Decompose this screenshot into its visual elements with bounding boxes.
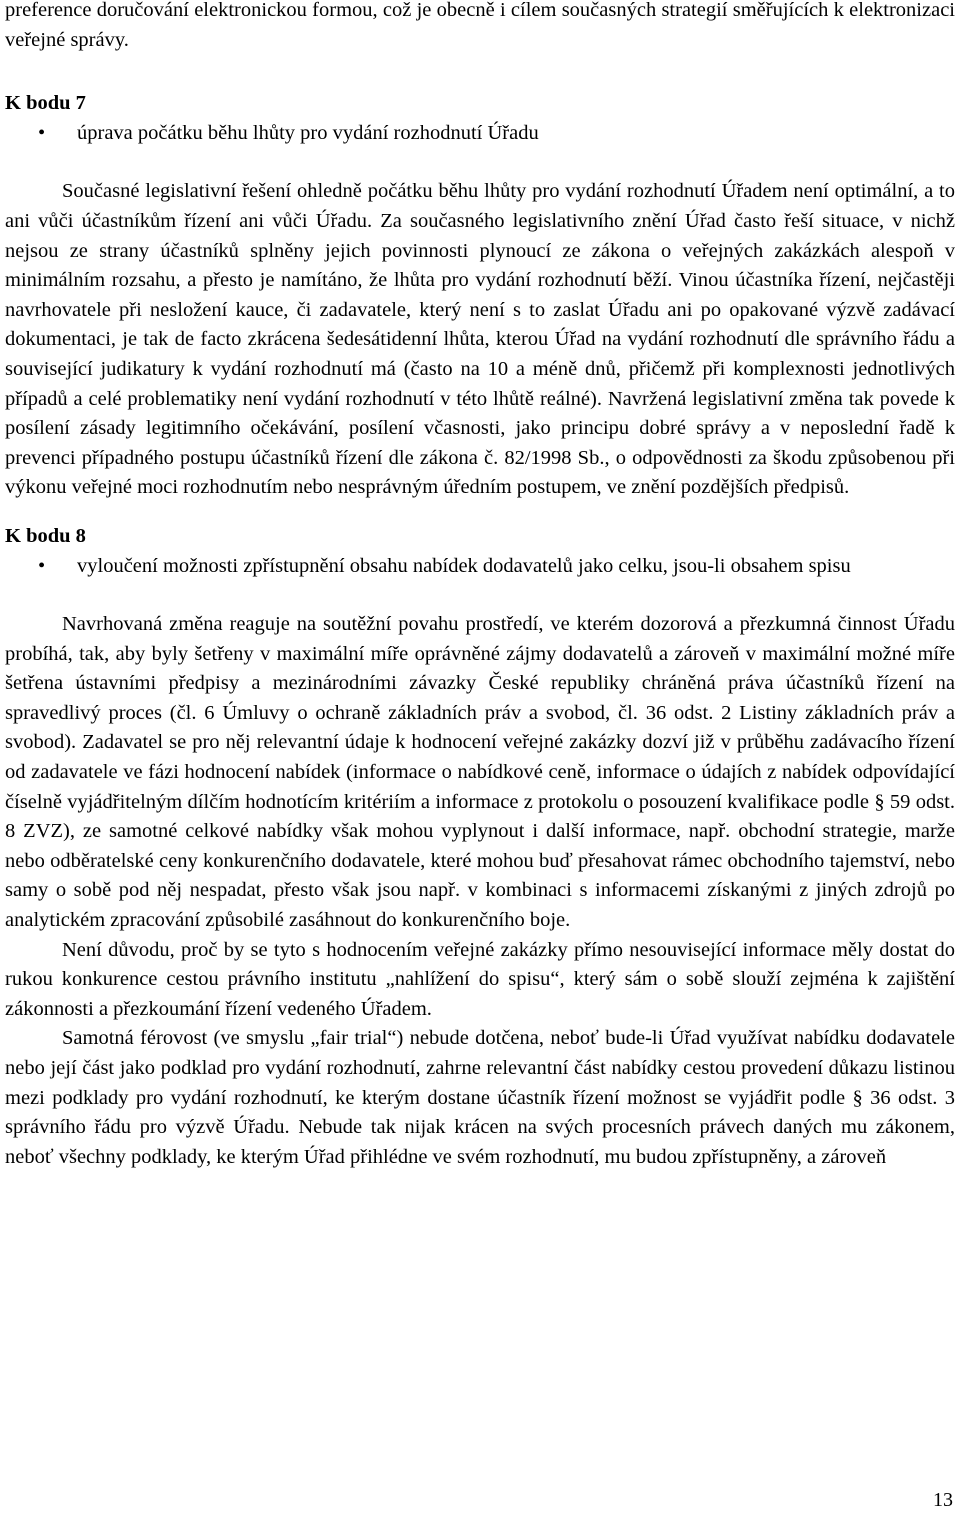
intro-continuation-paragraph: preference doručování elektronickou formou, což je obecně i cílem současných strategií směřujících k elektronizaci veřejné správy.: [5, 0, 955, 51]
bullet-icon: •: [38, 121, 46, 144]
bullet-item-bod-7: [5, 119, 955, 149]
document-page: [5, 0, 955, 1172]
section-heading-bod-8: K bodu 8: [5, 524, 86, 547]
paragraph-bod-8-1: Navrhovaná změna reaguje na soutěžní povahu prostředí, ve kterém dozorová a přezkumná činnost Úřadu probíhá, tak, aby byly šetřeny v maximální míře oprávněné zájmy dodavatelů a zároveň v maximální možné míře šetřena ústavními předpisy a mezinárodními závazky České republiky chráněná práva účastníků řízení na spravedlivý proces (čl. 6 Úmluvy o ochraně základních práv a svobod, čl. 36 odst. 2 Listiny základních práv a svobod). Zadavatel se pro něj relevantní údaje k hodnocení veřejné zakázky dozví již v průběhu zadávacího řízení od zadavatele ve fázi hodnocení nabídek (informace o nabídkové ceně, informace o údajích z nabídek odpovídající číselně vyjádřitelným dílčím hodnotícím kritériím a informace z protokolu o posouzení kvalifikace podle § 59 odst. 8 ZVZ), ze samotné celkové nabídky však mohou vyplynout i další informace, např. obchodní strategie, marže nebo odběratelské ceny konkurenčního dodavatele, které mohou buď přesahovat rámec obchodního tajemství, nebo samy o sobě pod něj nespadat, přesto však jsou např. v kombinaci s informacemi získanými z jiných zdrojů po analytickém zpracování způsobilé zasáhnout do konkurenčního boje.: [5, 613, 955, 932]
bullet-text: vyloučení možnosti zpřístupnění obsahu nabídek dodavatelů jako celku, jsou-li obsahem spisu: [77, 554, 851, 577]
bullet-text: úprava počátku běhu lhůty pro vydání rozhodnutí Úřadu: [77, 121, 539, 144]
bullet-item-bod-8: [5, 552, 955, 582]
page-number: 13: [933, 1489, 953, 1511]
paragraph-bod-7-1: Současné legislativní řešení ohledně počátku běhu lhůty pro vydání rozhodnutí Úřadem není optimální, a to ani vůči účastníkům řízení ani vůči Úřadu. Za současného legislativního znění Úřad často řeší situace, v nichž nejsou ze strany účastníků splněny jejich povinnosti plynoucí ze zákona o veřejných zakázkách alespoň v minimálním rozsahu, a přesto je namítáno, že lhůta pro vydání rozhodnutí běží. Vinou účastníka řízení, nejčastěji navrhovatele při nesložení kauce, či zadavatele, který není s to zaslat Úřadu ani po opakované výzvě zadávací dokumentaci, je tak de facto zkrácena šedesátidenní lhůta, kterou Úřad na vydání rozhodnutí dle správního řádu a související judikatury k vydání rozhodnutí má (často na 10 a méně dnů, přičemž při komplexnosti jednotlivých případů a celé problematiky není vydání rozhodnutí v této lhůtě reálné). Navržená legislativní změna tak povede k posílení zásady legitimního očekávání, posílení včasnosti, jako principu dobré správy a v neposlední řadě k prevenci případného postupu účastníků řízení dle zákona č. 82/1998 Sb., o odpovědnosti za škodu způsobenou při výkonu veřejné moci rozhodnutím nebo nesprávným úředním postupem, ve znění pozdějších předpisů.: [5, 180, 955, 499]
section-heading-bod-7: K bodu 7: [5, 92, 86, 115]
paragraph-bod-8-2: Není důvodu, proč by se tyto s hodnocením veřejné zakázky přímo nesouvisející informace měly dostat do rukou konkurence cestou právního institutu „nahlížení do spisu“, který sám o sobě slouží zejména k zajištění zákonnosti a přezkoumání řízení vedeného Úřadem.: [5, 938, 955, 1020]
bullet-icon: •: [38, 554, 46, 577]
paragraph-bod-8-3: Samotná férovost (ve smyslu „fair trial“) nebude dotčena, neboť bude-li Úřad využívat nabídku dodavatele nebo její část jako podklad pro vydání rozhodnutí, zahrne relevantní část nabídky cestou provedení důkazu listinou mezi podklady pro vydání rozhodnutí, ke kterým dostane účastník řízení možnost se vyjádřit podle § 36 odst. 3 správního řádu pro výzvě Úřadu. Nebude tak nijak krácen na svých procesních právech daných mu zákonem, neboť všechny podklady, ke kterým Úřad přihlédne ve svém rozhodnutí, mu budou zpřístupněny, a zároveň: [5, 1027, 955, 1168]
